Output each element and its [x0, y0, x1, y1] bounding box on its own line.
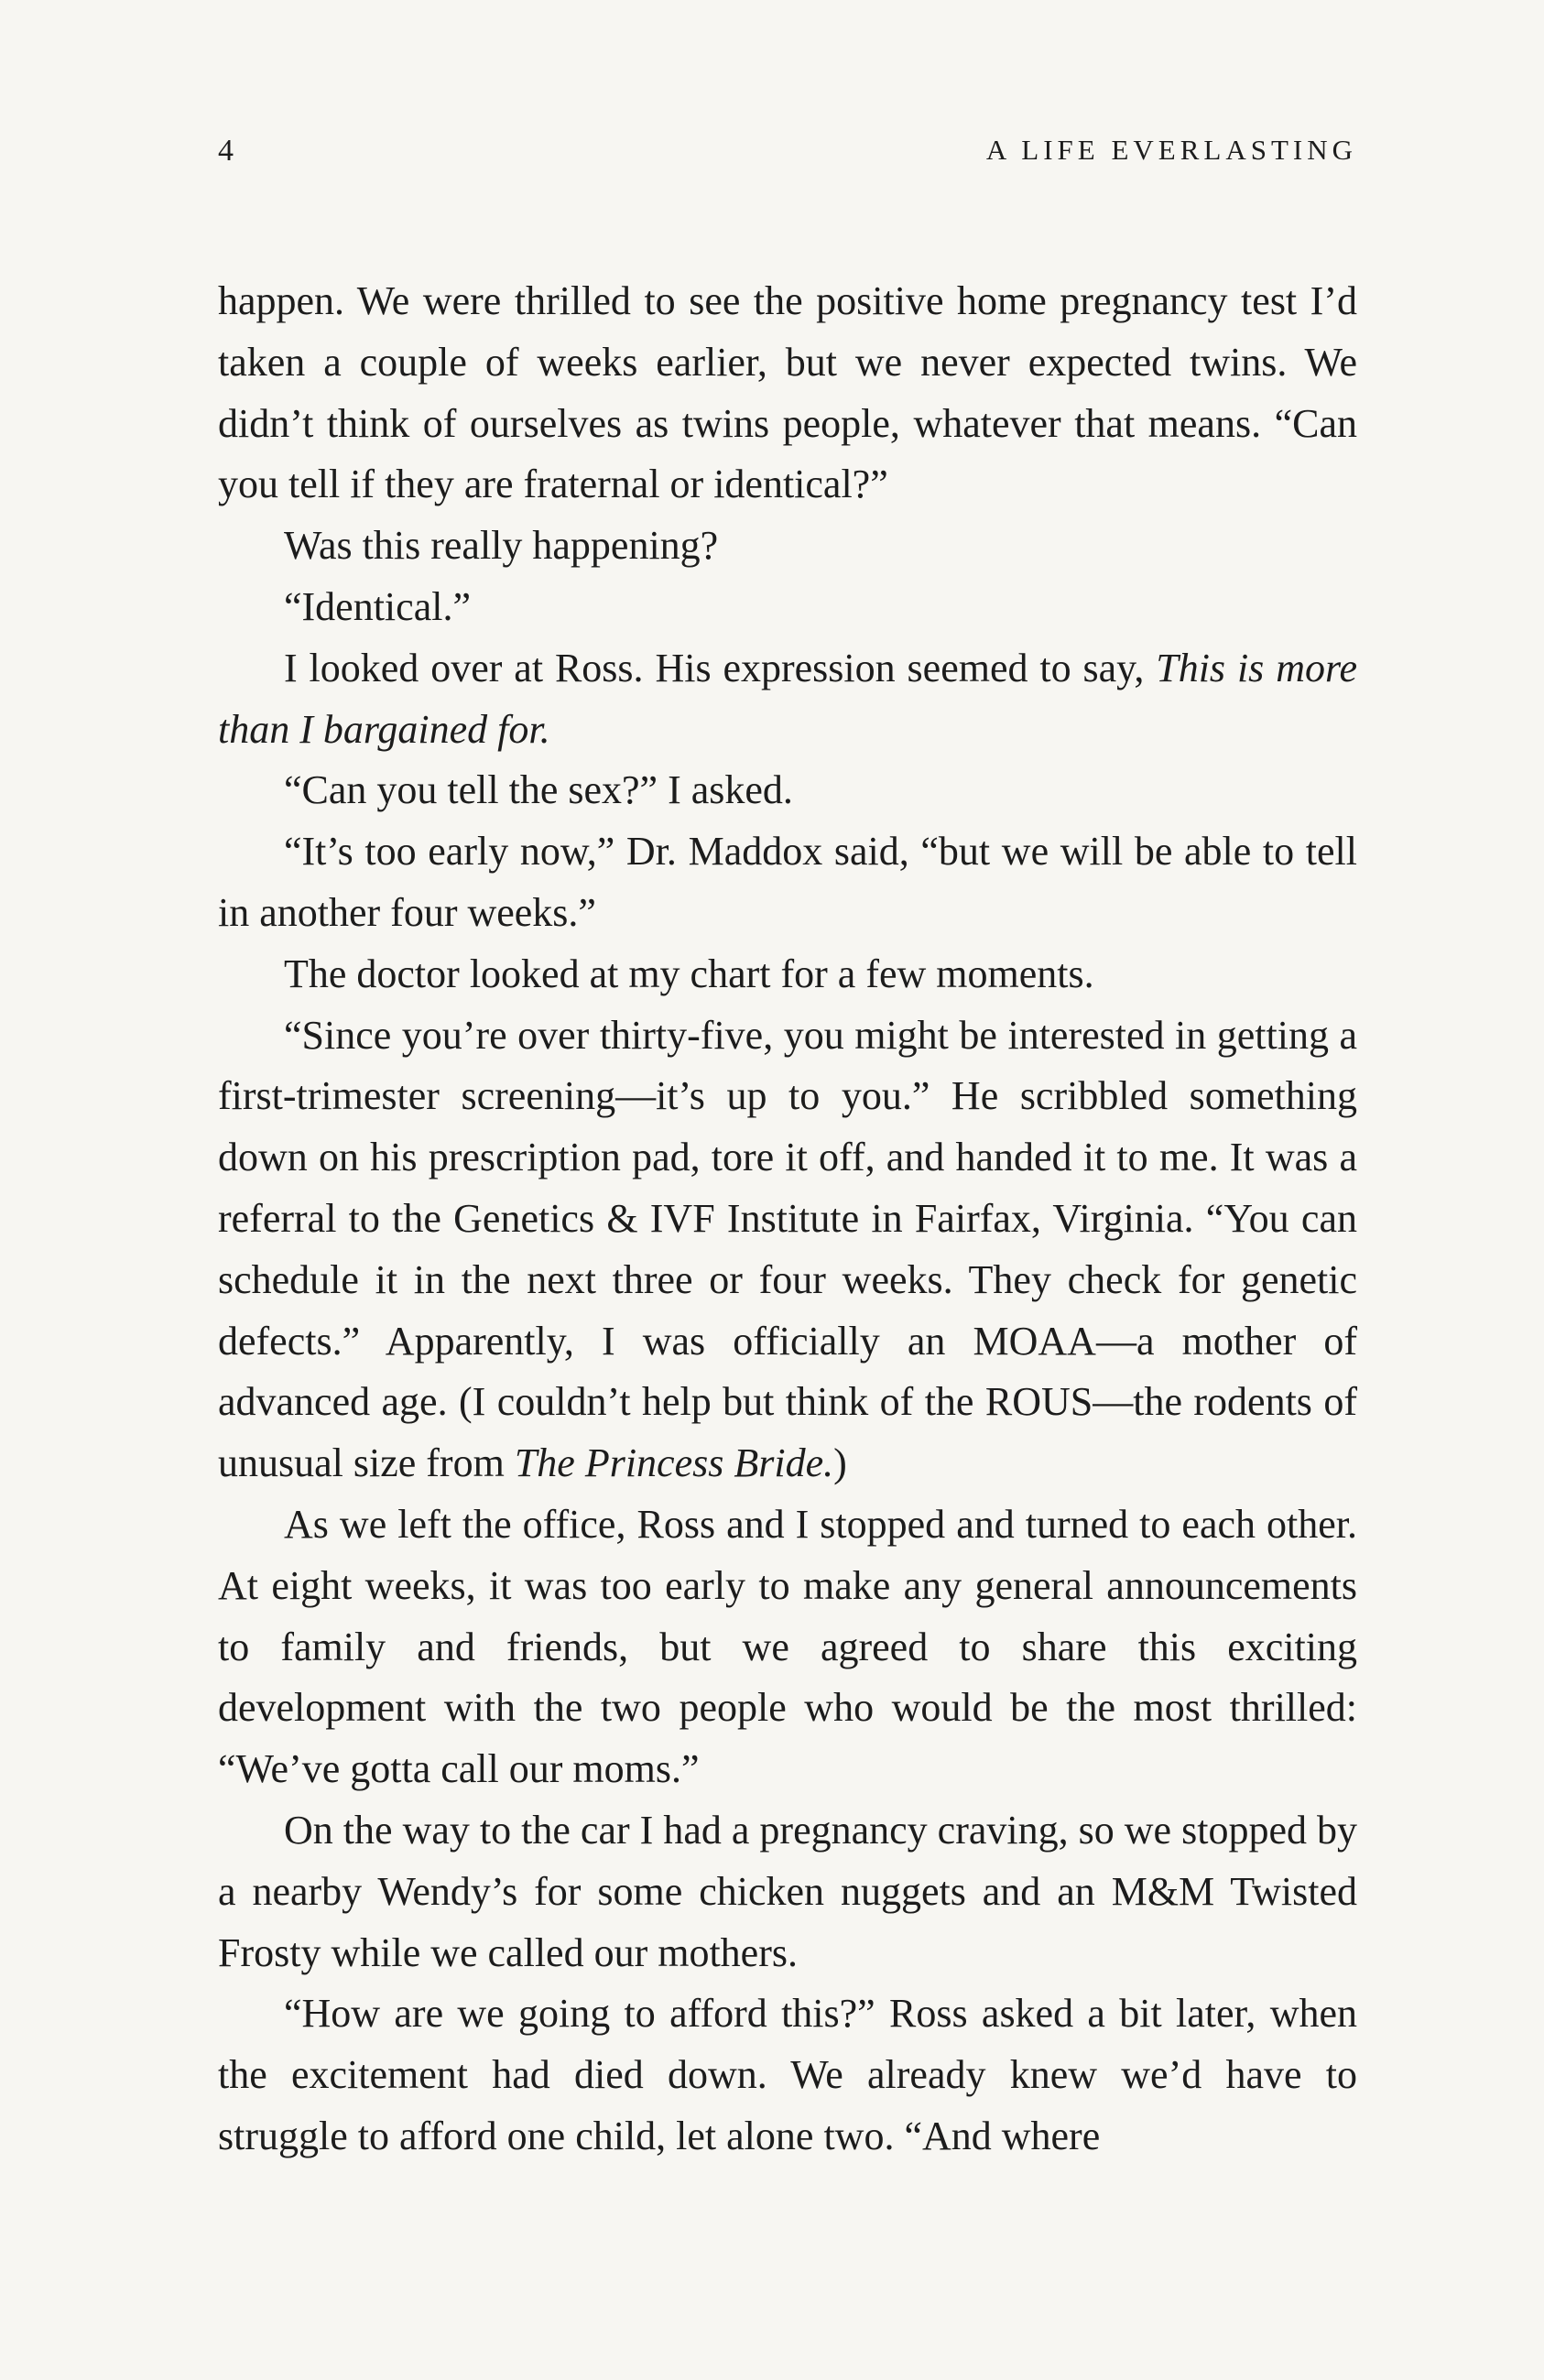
- paragraph-8-italic: The Princess Bride.: [514, 1440, 834, 1486]
- paragraph-9: As we left the office, Ross and I stopped and turned to each other. At eight weeks, it was too early to make any general announcements to family and friends, but we agreed to share this exciting development with the two people who would be the most thrilled: “We’ve gotta call our moms.”: [218, 1501, 1357, 1792]
- paragraph-10: On the way to the car I had a pregnancy craving, so we stopped by a nearby Wendy’s for some chicken nuggets and an M&M Twisted Frosty while we called our mothers.: [218, 1807, 1357, 1975]
- paragraph-8-tail: ): [833, 1440, 847, 1486]
- paragraph-4-italic: This is more than I bargained for.: [218, 645, 1357, 752]
- paragraph-1: happen. We were thrilled to see the positive home pregnancy test I’d taken a couple of weeks earlier, but we never expected twins. We didn’t think of ourselves as twins people, whatever that means. “Can you tell if they are fraternal or identical?”: [218, 278, 1357, 507]
- paragraph-8: [218, 1005, 1357, 1494]
- paragraph-3: “Identical.”: [284, 583, 471, 629]
- paragraph-11: “How are we going to afford this?” Ross asked a bit later, when the excitement had died down. We already knew we’d have to struggle to afford one child, let alone two. “And where: [218, 1991, 1357, 2158]
- paragraph-2: Was this really happening?: [284, 523, 719, 569]
- running-head: [218, 134, 1357, 179]
- paragraph-4: [218, 638, 1357, 761]
- page-number: 4: [218, 134, 234, 168]
- running-head-title: A LIFE EVERLASTING: [985, 134, 1357, 166]
- paragraph-8-text: “Since you’re over thirty-five, you might be interested in getting a first-trimester screening—it’s up to you.” He scribbled something down on his prescription pad, tore it off, and handed it to me. It was a referral to the Genetics & IVF Institute in Fairfax, Virginia. “You can schedule it in the next three or four weeks. They check for genetic defects.” Apparently, I was officially an MOAA—a mother of advanced age. (I couldn’t help but think of the ROUS—the rodents of unusual size from: [218, 1012, 1357, 1486]
- paragraph-4-text: I looked over at Ross. His expression seemed to say,: [284, 645, 1157, 690]
- paragraph-7: The doctor looked at my chart for a few moments.: [284, 951, 1094, 996]
- body-text: [218, 271, 1357, 2168]
- paragraph-6: “It’s too early now,” Dr. Maddox said, “but we will be able to tell in another four weeks.”: [218, 829, 1357, 935]
- paragraph-5: “Can you tell the sex?” I asked.: [284, 767, 793, 813]
